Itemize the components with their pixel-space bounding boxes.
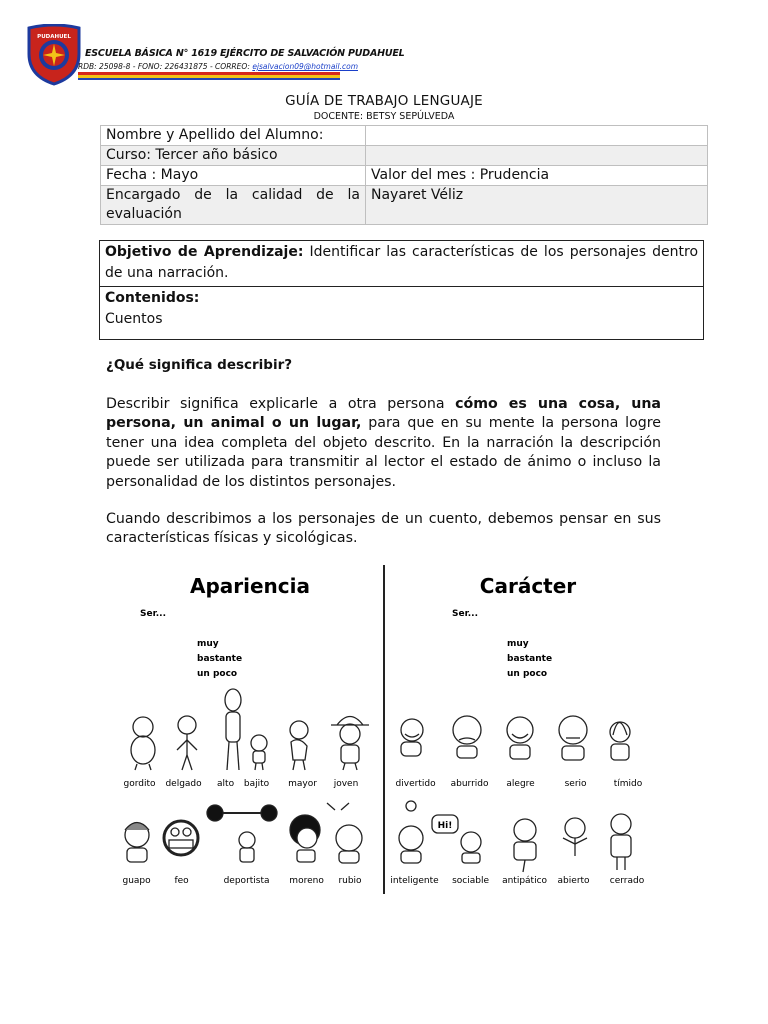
student-info-table (100, 125, 708, 225)
label-aburrido: aburrido (450, 779, 489, 789)
course-field[interactable] (366, 146, 708, 166)
label-moreno: moreno (289, 876, 324, 886)
paragraph-bold-text: cómo es una cosa, una persona, un animal o un lugar, (106, 396, 661, 432)
section-question: ¿Qué significa describir? (106, 357, 293, 373)
label-divertido: divertido (395, 779, 436, 789)
paragraph-text: para que en su mente la persona logre tener una idea completa del objeto descrito. En la narración la descripción puede ser utilizada para transmitir al lector el estado de ánimo o incluso la personalidad de los distintos personajes. (106, 415, 662, 490)
label-serio: serio (564, 779, 587, 789)
evaluator-label: Encargado de la calidad de la evaluación (101, 186, 366, 225)
table-row (101, 146, 708, 166)
character-labels-row1 (396, 779, 643, 789)
appearance-ser: Ser... (140, 609, 166, 619)
contact-email-link[interactable]: ejsalvacion09@hotmail.com (252, 62, 358, 71)
objective-row (100, 241, 703, 287)
school-name: ESCUELA BÁSICA N° 1619 EJÉRCITO DE SALVACIÓN PUDAHUEL (85, 48, 405, 59)
appearance-figures-row1 (131, 689, 369, 770)
label-bajito: bajito (243, 779, 270, 789)
character-labels-row2 (390, 876, 644, 886)
character-heading: Carácter (479, 574, 577, 598)
header-stripe-blue (78, 78, 340, 80)
objective-label: Objetivo de Aprendizaje: (105, 244, 304, 260)
label-guapo: guapo (122, 876, 151, 886)
student-name-field[interactable] (366, 126, 708, 146)
appearance-labels-row1 (124, 779, 359, 789)
paragraph-describe (106, 395, 661, 492)
label-feo: feo (174, 876, 189, 886)
label-sociable: sociable (452, 876, 490, 886)
character-figures-row1 (401, 716, 630, 760)
label-antipatico: antipático (502, 876, 548, 886)
appearance-character-illustration (105, 560, 665, 900)
label-alegre: alegre (506, 779, 535, 789)
appearance-intensifier: bastante (197, 654, 243, 664)
label-joven: joven (333, 779, 359, 789)
course-label: Curso: Tercer año básico (101, 146, 366, 166)
evaluator-value: Nayaret Véliz (366, 186, 708, 225)
school-contact (78, 62, 358, 71)
label-timido: tímido (613, 779, 643, 789)
appearance-intensifier: un poco (197, 669, 238, 679)
contents-value: Cuentos (105, 311, 163, 327)
contact-info: RDB: 25098-8 - FONO: 226431875 - CORREO: (78, 62, 250, 71)
table-row (101, 126, 708, 146)
school-crest-logo (25, 24, 83, 86)
label-gordito: gordito (123, 779, 156, 789)
label-abierto: abierto (557, 876, 590, 886)
label-rubio: rubio (338, 876, 362, 886)
character-ser: Ser... (452, 609, 478, 619)
paragraph-text: Describir significa explicarle a otra persona (106, 396, 456, 412)
character-intensifier: muy (507, 639, 529, 649)
table-row (101, 166, 708, 186)
label-inteligente: inteligente (390, 876, 439, 886)
month-value-label: Valor del mes : Prudencia (366, 166, 708, 186)
label-delgado: delgado (165, 779, 202, 789)
character-intensifier: un poco (507, 669, 548, 679)
contents-row (100, 287, 703, 339)
label-mayor: mayor (288, 779, 317, 789)
student-name-label: Nombre y Apellido del Alumno: (101, 126, 366, 146)
appearance-intensifier: muy (197, 639, 219, 649)
teacher-name: DOCENTE: BETSY SEPÚLVEDA (313, 111, 455, 122)
character-figures-row2 (399, 801, 631, 872)
paragraph-characters: Cuando describimos a los personajes de un cuento, debemos pensar en sus características físicas y sicológicas. (106, 511, 661, 547)
table-row (101, 186, 708, 225)
document-title: GUÍA DE TRABAJO LENGUAJE (285, 93, 483, 109)
date-label: Fecha : Mayo (101, 166, 366, 186)
label-cerrado: cerrado (609, 876, 645, 886)
label-alto: alto (217, 779, 235, 789)
contents-label: Contenidos: (105, 290, 200, 306)
appearance-heading: Apariencia (189, 574, 311, 598)
speech-bubble-text: Hi! (437, 821, 453, 831)
objectives-box (99, 240, 704, 340)
label-deportista: deportista (223, 876, 270, 886)
appearance-figures-row2 (125, 803, 362, 863)
objective-text: Identificar las características de los personajes dentro de una narración. (105, 244, 699, 281)
appearance-labels-row2 (122, 876, 362, 886)
character-intensifier: bastante (507, 654, 553, 664)
logo-text: PUDAHUEL (37, 34, 71, 40)
